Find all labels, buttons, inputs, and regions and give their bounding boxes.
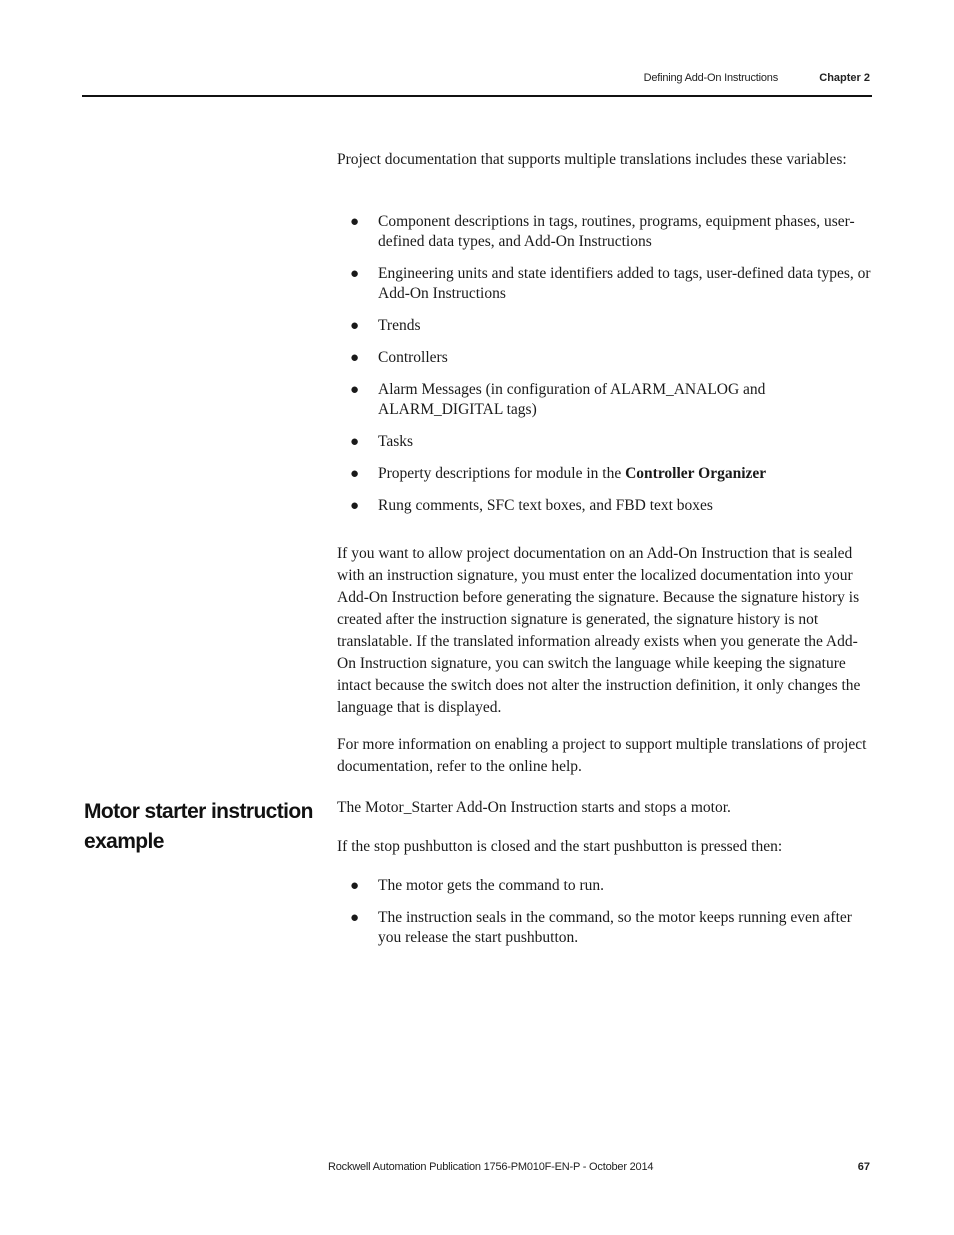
bullet-icon: ● bbox=[350, 318, 360, 334]
list-item: ● Alarm Messages (in configuration of ALARM_ANALOG and ALARM_DIGITAL tags) bbox=[350, 381, 766, 418]
bullet-icon: ● bbox=[350, 434, 360, 450]
header-rule bbox=[82, 95, 872, 97]
bullet-icon: ● bbox=[350, 498, 360, 514]
bullet-icon: ● bbox=[350, 878, 360, 894]
bullet-icon: ● bbox=[350, 466, 360, 482]
footer-publication: Rockwell Automation Publication 1756-PM010F-EN-P - October 2014 bbox=[328, 1161, 654, 1173]
section-heading: Motor starter instruction example bbox=[84, 800, 313, 853]
signature-block bbox=[337, 543, 872, 719]
motor-paragraph: The Motor_Starter Add-On Instruction starts and stops a motor. bbox=[337, 799, 731, 816]
more-info-block bbox=[337, 734, 872, 778]
list-item: ● Rung comments, SFC text boxes, and FBD text boxes bbox=[350, 497, 713, 514]
page-footer bbox=[82, 1161, 872, 1177]
condition-paragraph: If the stop pushbutton is closed and the start pushbutton is pressed then: bbox=[337, 838, 783, 855]
list-item: ● Controllers bbox=[350, 349, 448, 366]
more-info-paragraph: For more information on enabling a project to support multiple translations of project documentation, refer to the online help. bbox=[337, 736, 867, 775]
list-item: ● Engineering units and state identifiers added to tags, user-defined data types, or Add-On Instructions bbox=[350, 265, 871, 302]
signature-paragraph: If you want to allow project documentation on an Add-On Instruction that is sealed with an instruction signature, you must enter the localized documentation into your Add-On Instruction before generating the signature. Because the signature history is created after the instruction signature is generated, the signature history is not translatable. If the translated information already exists when you generate the Add-On Instruction signature, you can switch the language while keeping the signature intact because the switch does not alter the instruction definition, it only changes the language that is displayed. bbox=[337, 545, 861, 716]
condition-block bbox=[337, 836, 872, 858]
list-item: ● Tasks bbox=[350, 433, 414, 450]
results-list-block bbox=[337, 876, 872, 960]
bullet-icon: ● bbox=[350, 214, 360, 230]
bullet-icon: ● bbox=[350, 266, 360, 282]
bullet-icon: ● bbox=[350, 350, 360, 366]
list-item: ● Trends bbox=[350, 317, 421, 334]
results-list bbox=[337, 876, 872, 948]
list-item: ● Property descriptions for module in the Controller Organizer bbox=[350, 465, 767, 482]
page-header bbox=[82, 71, 872, 87]
list-item: ● The instruction seals in the command, so the motor keeps running even after you release the start pushbutton. bbox=[350, 909, 852, 946]
controller-organizer-term: Controller Organizer bbox=[625, 465, 767, 482]
header-chapter: Chapter 2 bbox=[819, 72, 870, 84]
motor-block bbox=[337, 797, 872, 819]
list-item: ● Component descriptions in tags, routines, programs, equipment phases, user-defined data types, and Add-On Instructions bbox=[350, 213, 855, 250]
bullet-icon: ● bbox=[350, 382, 360, 398]
intro-paragraph: Project documentation that supports multiple translations includes these variables: bbox=[337, 151, 847, 168]
intro-block bbox=[337, 149, 872, 171]
list-item: ● The motor gets the command to run. bbox=[350, 877, 604, 894]
header-section-title: Defining Add-On Instructions bbox=[643, 72, 778, 84]
page-number: 67 bbox=[857, 1161, 870, 1173]
variables-list-block bbox=[337, 212, 872, 528]
bullet-icon: ● bbox=[350, 910, 360, 926]
variables-list bbox=[337, 212, 872, 516]
